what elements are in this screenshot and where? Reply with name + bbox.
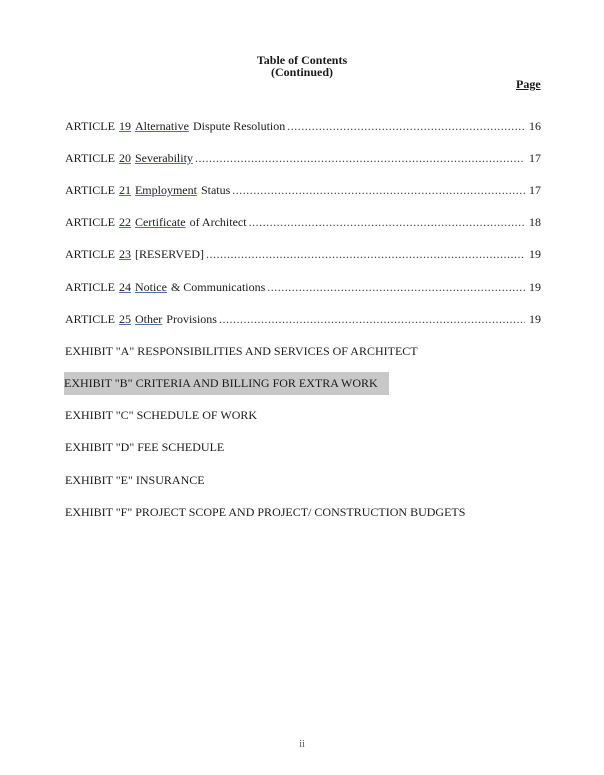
- article-page-number: 18: [529, 215, 541, 230]
- dot-leader: [232, 183, 525, 198]
- toc-entry-article-25[interactable]: [65, 303, 541, 335]
- article-name-rest: Status: [200, 182, 231, 197]
- toc-entry-exhibit-c[interactable]: [65, 400, 541, 432]
- article-prefix: ARTICLE: [65, 118, 115, 133]
- article-page-number: 17: [529, 150, 541, 165]
- article-prefix: ARTICLE: [65, 279, 115, 294]
- page-number-footer: ii: [299, 739, 305, 750]
- article-prefix: ARTICLE: [65, 311, 115, 326]
- toc-subtitle: (Continued): [270, 65, 333, 79]
- article-number: 19: [118, 118, 131, 133]
- dot-leader: [249, 215, 525, 230]
- toc-entry-article-24[interactable]: [65, 271, 541, 303]
- toc-entry-exhibit-a[interactable]: [65, 335, 541, 367]
- dot-leader: [287, 119, 525, 134]
- article-name: Employment: [134, 182, 197, 197]
- article-number: 20: [118, 150, 131, 165]
- article-number: 23: [118, 247, 131, 262]
- article-name-rest: Provisions: [166, 311, 217, 326]
- exhibit-label: EXHIBIT "F" PROJECT SCOPE AND PROJECT/ CONSTRUCTION BUDGETS: [65, 504, 466, 519]
- article-page-number: 19: [529, 279, 541, 294]
- toc-entry-exhibit-d[interactable]: [65, 432, 541, 464]
- article-name-rest: of Architect: [189, 215, 247, 230]
- toc-entry-article-23[interactable]: [65, 239, 541, 271]
- toc-entry-article-20[interactable]: [65, 142, 541, 174]
- page-column-heading: Page: [516, 77, 541, 91]
- dot-leader: [267, 280, 525, 295]
- article-name: Notice: [134, 279, 167, 294]
- article-number: 24: [118, 279, 131, 294]
- toc-entry-exhibit-e[interactable]: [65, 464, 541, 496]
- article-name: Severability: [134, 150, 193, 165]
- toc-list: [65, 110, 541, 528]
- article-number: 21: [118, 182, 131, 197]
- article-name: Alternative: [134, 118, 189, 133]
- toc-entry-article-19[interactable]: [65, 110, 541, 142]
- article-name: Other: [134, 311, 163, 326]
- exhibit-label: EXHIBIT "D" FEE SCHEDULE: [65, 440, 225, 455]
- toc-entry-article-21[interactable]: [65, 174, 541, 206]
- article-number: 25: [118, 311, 131, 326]
- dot-leader: [219, 312, 525, 327]
- article-page-number: 16: [529, 118, 541, 133]
- article-prefix: ARTICLE: [65, 182, 115, 197]
- article-page-number: 19: [529, 311, 541, 326]
- article-prefix: ARTICLE: [65, 150, 115, 165]
- article-name: [RESERVED]: [134, 247, 204, 262]
- toc-title: Table of Contents: [256, 53, 348, 67]
- exhibit-label: EXHIBIT "E" INSURANCE: [65, 472, 205, 487]
- article-name-rest: Dispute Resolution: [192, 118, 286, 133]
- exhibit-label: EXHIBIT "A" RESPONSIBILITIES AND SERVICES OF ARCHITECT: [65, 343, 418, 358]
- article-name-rest: & Communications: [170, 279, 266, 294]
- article-page-number: 17: [529, 182, 541, 197]
- article-page-number: 19: [529, 247, 541, 262]
- toc-entry-article-22[interactable]: [65, 207, 541, 239]
- exhibit-label-highlighted: EXHIBIT "B" CRITERIA AND BILLING FOR EXTRA WORK: [64, 372, 389, 395]
- dot-leader: [206, 247, 525, 262]
- article-prefix: ARTICLE: [65, 247, 115, 262]
- toc-entry-exhibit-b[interactable]: [65, 368, 541, 400]
- article-prefix: ARTICLE: [65, 215, 115, 230]
- toc-entry-exhibit-f[interactable]: [65, 496, 541, 528]
- dot-leader: [195, 151, 525, 166]
- article-number: 22: [118, 215, 131, 230]
- article-name: Certificate: [134, 215, 186, 230]
- exhibit-label: EXHIBIT "C" SCHEDULE OF WORK: [65, 408, 258, 423]
